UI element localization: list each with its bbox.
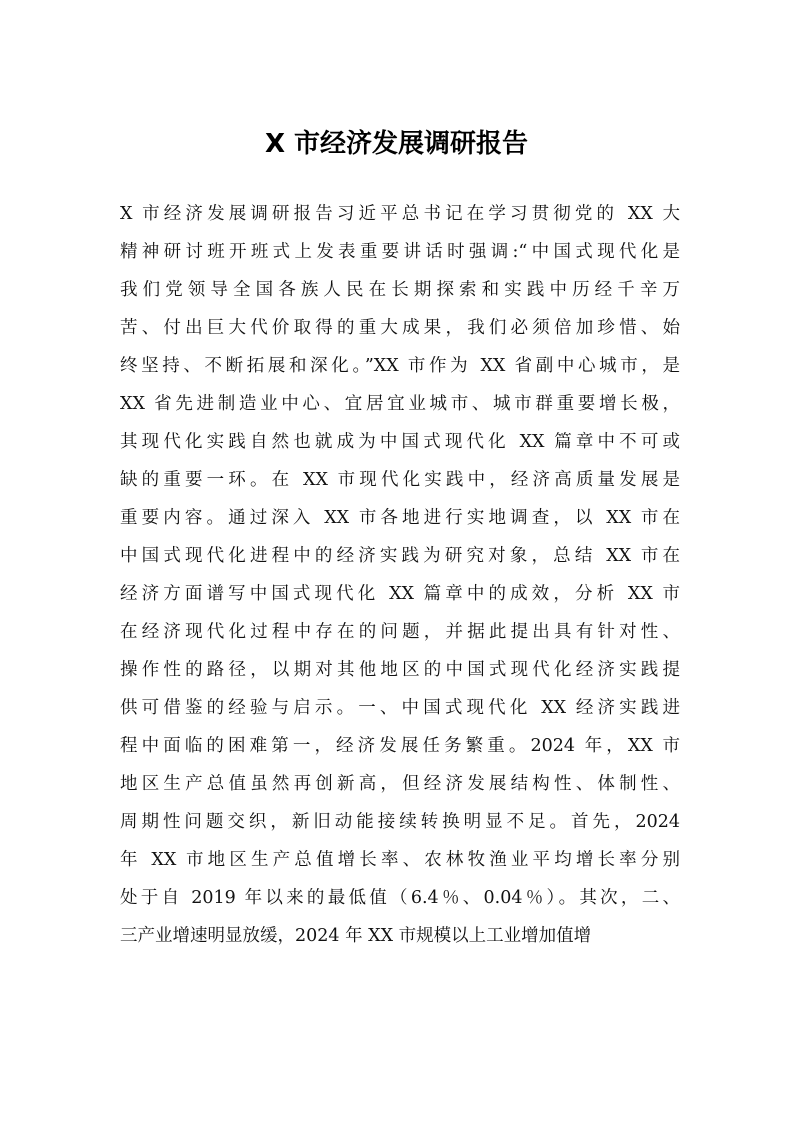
body-line: 程中面临的困难第一，经济发展任务繁重。2024 年，XX 市 (120, 736, 680, 756)
body-line: 周期性问题交织，新旧动能接续转换明显不足。首先，2024 (120, 812, 680, 832)
body-line: 三产业增速明显放缓，2024 年 XX 市规模以上工业增加值增 (120, 926, 592, 946)
body-line: 操作性的路径，以期对其他地区的中国式现代化经济实践提 (120, 660, 680, 680)
body-line: 终坚持、不断拓展和深化。”XX 市作为 XX 省副中心城市，是 (120, 356, 680, 376)
body-line: 经济方面谱写中国式现代化 XX 篇章中的成效，分析 XX 市 (120, 584, 680, 604)
body-line: 处于自 2019 年以来的最低值（6.4％、0.04％）。其次，二、 (120, 888, 680, 908)
body-line: 重要内容。通过深入 XX 市各地进行实地调查，以 XX 市在 (120, 508, 680, 528)
body-line: 供可借鉴的经验与启示。一、中国式现代化 XX 经济实践进 (120, 698, 680, 718)
body-line: X 市经济发展调研报告习近平总书记在学习贯彻党的 XX 大 (120, 204, 680, 224)
body-line: 其现代化实践自然也就成为中国式现代化 XX 篇章中不可或 (120, 432, 680, 452)
body-line: 我们党领导全国各族人民在长期探索和实践中历经千辛万 (120, 280, 680, 300)
document-body (120, 195, 680, 955)
body-line: 精神研讨班开班式上发表重要讲话时强调:“中国式现代化是 (120, 242, 680, 262)
body-line: 缺的重要一环。在 XX 市现代化实践中，经济高质量发展是 (120, 470, 680, 490)
body-line: 地区生产总值虽然再创新高，但经济发展结构性、体制性、 (120, 774, 680, 794)
body-line: 在经济现代化过程中存在的问题，并据此提出具有针对性、 (120, 622, 680, 642)
body-line: XX 省先进制造业中心、宜居宜业城市、城市群重要增长极， (120, 394, 680, 414)
body-line: 年 XX 市地区生产总值增长率、农林牧渔业平均增长率分别 (120, 850, 680, 870)
body-line: 中国式现代化进程中的经济实践为研究对象，总结 XX 市在 (120, 546, 680, 566)
body-line: 苦、付出巨大代价取得的重大成果，我们必须倍加珍惜、始 (120, 318, 680, 338)
document-title: X 市经济发展调研报告 (264, 129, 529, 159)
